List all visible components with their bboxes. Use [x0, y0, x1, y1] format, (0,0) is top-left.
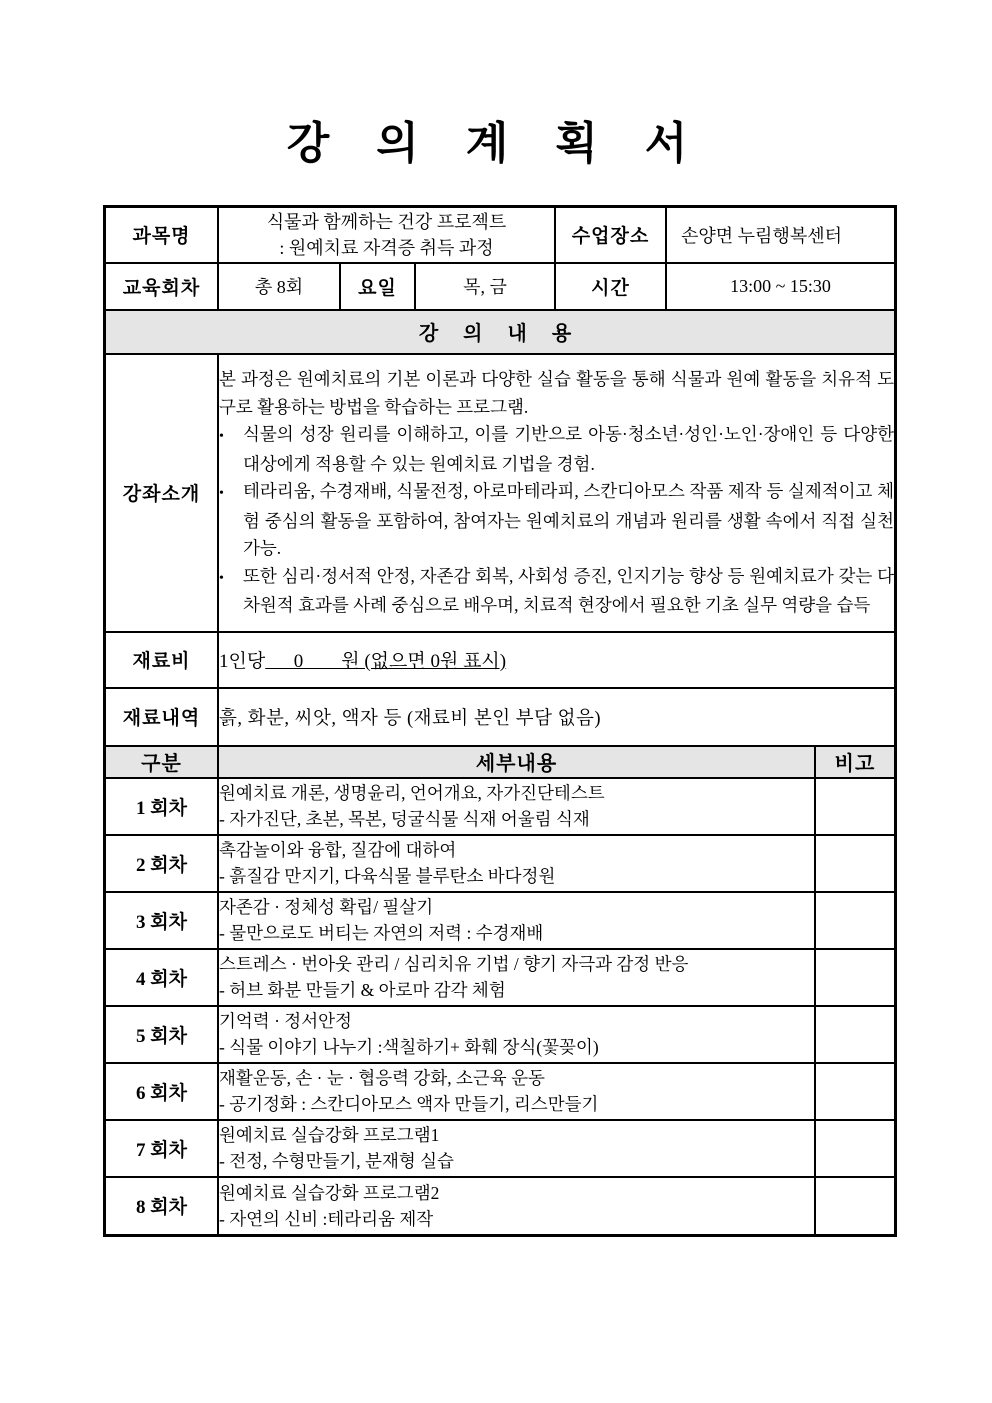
session-cell: 4 회차 [106, 949, 218, 1006]
note-cell [815, 1006, 894, 1063]
schedule-col-detail: 세부내용 [218, 746, 815, 778]
schedule-col-note: 비고 [815, 746, 894, 778]
location-value: 손양면 누림행복센터 [666, 208, 894, 263]
sessions-label: 교육회차 [106, 263, 218, 309]
course-info-table [106, 208, 894, 309]
note-cell [815, 778, 894, 835]
detail-cell [218, 1063, 815, 1120]
detail-line1: 자존감 · 정체성 확립/ 필살기 [219, 897, 434, 918]
detail-line2: - 자연의 신비 :테라리움 제작 [219, 1208, 434, 1229]
detail-line1: 재활운동, 손 · 눈 · 협응력 강화, 소근육 운동 [219, 1068, 545, 1089]
schedule-table [106, 745, 894, 1234]
intro-bullet-list [219, 421, 894, 620]
lecture-content-table [106, 309, 894, 745]
subject-value [218, 208, 555, 263]
note-cell [815, 835, 894, 892]
schedule-row [106, 1177, 894, 1234]
schedule-row [106, 1120, 894, 1177]
note-cell [815, 1063, 894, 1120]
material-cost-value [218, 632, 894, 688]
intro-bullet: • 테라리움, 수경재배, 식물전정, 아로마테라피, 스칸디아모스 작품 제작 등 실제적이고 체험 중심의 활동을 포함하여, 참여자는 원예치료의 개념과 원리를 생활 속에서 직접 실천 가능. [219, 478, 894, 563]
detail-cell [218, 1006, 815, 1063]
sessions-value: 총 8회 [218, 263, 340, 309]
note-cell [815, 1177, 894, 1234]
intro-bullet: • 식물의 성장 원리를 이해하고, 이를 기반으로 아동·청소년·성인·노인·장애인 등 다양한 대상에게 적용할 수 있는 원예치료 기법을 경험. [219, 421, 894, 478]
material-detail-label: 재료내역 [106, 688, 218, 745]
detail-line1: 스트레스 · 번아웃 관리 / 심리치유 기법 / 향기 자극과 감정 반응 [219, 954, 689, 975]
detail-cell [218, 892, 815, 949]
lecture-plan-table [103, 205, 897, 1237]
session-cell: 1 회차 [106, 778, 218, 835]
detail-line2: - 공기정화 : 스칸디아모스 액자 만들기, 리스만들기 [219, 1094, 599, 1115]
intro-content [218, 354, 894, 632]
detail-cell [218, 835, 815, 892]
schedule-row [106, 835, 894, 892]
detail-cell [218, 1177, 815, 1234]
detail-line1: 원예치료 실습강화 프로그램1 [219, 1125, 440, 1146]
schedule-row [106, 892, 894, 949]
session-cell: 8 회차 [106, 1177, 218, 1234]
subject-line2: : 원예치료 자격증 취득 과정 [279, 237, 494, 258]
schedule-row [106, 949, 894, 1006]
detail-cell [218, 949, 815, 1006]
content-header: 강 의 내 용 [106, 310, 894, 354]
page-title: 강 의 계 획 서 [286, 119, 706, 168]
detail-cell [218, 1120, 815, 1177]
session-cell: 3 회차 [106, 892, 218, 949]
detail-line2: - 전정, 수형만들기, 분재형 실습 [219, 1151, 454, 1172]
day-label: 요일 [340, 263, 415, 309]
detail-cell [218, 778, 815, 835]
session-cell: 6 회차 [106, 1063, 218, 1120]
material-cost-amount: 0 원 (없으면 0원 표시) [265, 651, 507, 673]
detail-line2: - 물만으로도 버티는 자연의 저력 : 수경재배 [219, 923, 544, 944]
detail-line2: - 허브 화분 만들기 & 아로마 감각 체험 [219, 980, 506, 1001]
detail-line2: - 식물 이야기 나누기 :색칠하기+ 화훼 장식(꽃꽂이) [219, 1037, 599, 1058]
material-cost-prefix: 1인당 [219, 651, 266, 673]
note-cell [815, 892, 894, 949]
session-cell: 7 회차 [106, 1120, 218, 1177]
intro-paragraph: 본 과정은 원예치료의 기본 이론과 다양한 실습 활동을 통해 식물과 원예 활동을 치유적 도구로 활용하는 방법을 학습하는 프로그램. [219, 369, 894, 417]
session-cell: 5 회차 [106, 1006, 218, 1063]
schedule-row [106, 1063, 894, 1120]
session-cell: 2 회차 [106, 835, 218, 892]
schedule-row [106, 778, 894, 835]
material-cost-label: 재료비 [106, 632, 218, 688]
note-cell [815, 949, 894, 1006]
time-label: 시간 [555, 263, 666, 309]
detail-line1: 기억력 · 정서안정 [219, 1011, 352, 1032]
detail-line1: 원예치료 실습강화 프로그램2 [219, 1182, 440, 1203]
schedule-row [106, 1006, 894, 1063]
schedule-col-session: 구분 [106, 746, 218, 778]
subject-label: 과목명 [106, 208, 218, 263]
intro-bullet: • 또한 심리·정서적 안정, 자존감 회복, 사회성 증진, 인지기능 향상 등 원예치료가 갖는 다차원적 효과를 사례 중심으로 배우며, 치료적 현장에서 필요한 기초 실무 역량을 습득 [219, 563, 894, 620]
detail-line1: 원예치료 개론, 생명윤리, 언어개요, 자가진단테스트 [219, 783, 605, 804]
location-label: 수업장소 [555, 208, 666, 263]
material-detail-value: 흙, 화분, 씨앗, 액자 등 (재료비 본인 부담 없음) [218, 688, 894, 745]
time-value: 13:00 ~ 15:30 [666, 263, 894, 309]
note-cell [815, 1120, 894, 1177]
subject-line1: 식물과 함께하는 건강 프로젝트 [266, 211, 507, 232]
detail-line2: - 흙질감 만지기, 다육식물 블루탄소 바다정원 [219, 866, 556, 887]
detail-line2: - 자가진단, 초본, 목본, 덩굴식물 식재 어울림 식재 [219, 809, 590, 830]
detail-line1: 촉감놀이와 융합, 질감에 대하여 [219, 840, 457, 861]
intro-label: 강좌소개 [106, 354, 218, 632]
day-value: 목, 금 [415, 263, 555, 309]
